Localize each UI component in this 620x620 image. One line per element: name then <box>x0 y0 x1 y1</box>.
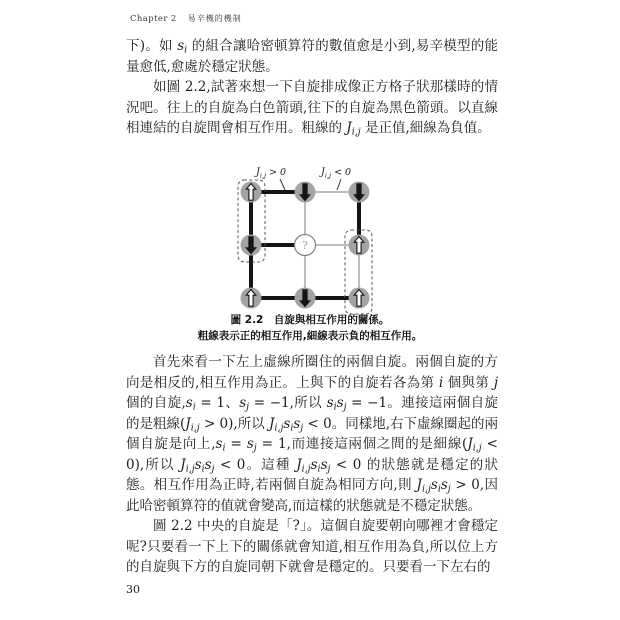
spin-lattice-figure <box>190 160 435 316</box>
label-leader-line <box>337 179 341 190</box>
body-text-top <box>126 36 498 139</box>
paragraph: 首先來看一下左上虛線所圈住的兩個自旋。兩個自旋的方向是相反的,相互作用為正。上與下的自旋若各為第 i 個與第 j 個的自旋$,s_i = 1$、$s_j = -1$,所以 $s_is_j = -1$。連接這兩個自旋的是粗線$(J_{i,j} > 0)$,所以 $J_{i,j}s_is_j < 0$。同樣地,右下虛線圈起的兩個自旋是向上$,s_i = s_j = 1$,而連接這兩個之間的是細線$(J_{i,j} < 0)$,所以 $J_{i,j}s_is_j < 0$。這種 $J_{i,j}s_is_j < 0$ 的狀態就是穩定的狀態。相互作用為正時,若兩個自旋為相同方向,則 $J_{i,j}s_is_j > 0$,因此哈密頓算符的值就會變高,而這樣的狀態就是不穩定狀態。 <box>126 354 499 514</box>
chapter-title: 易辛機的機制 <box>187 14 242 23</box>
body-text-bottom <box>126 352 498 578</box>
paragraph: 如圖 2.2,試著來想一下自旋排成像正方格子狀那樣時的情況吧。往上的自旋為白色箭頭,往下的自旋為黑色箭頭。以直線相連結的自旋間會相互作用。粗線的 $J_{i,j}$ 是正值,細線為負值。 <box>126 79 498 138</box>
figure-caption-line1: 圖 2.2 自旋與相互作用的關係。 <box>230 314 390 326</box>
coupling-label-positive: $J_{i,j} > 0$ <box>255 167 287 180</box>
coupling-label-negative: $J_{i,j} < 0$ <box>320 167 352 180</box>
paragraph: 下)。如 $s_i$ 的組合讓哈密頓算符的數值愈是小到,易辛模型的能量愈低,愈處於穩定狀態。 <box>126 38 498 75</box>
unknown-spin-question-mark: ? <box>302 239 308 252</box>
page-header <box>130 13 242 24</box>
paragraph: 圖 2.2 中央的自旋是「?」。這個自旋要朝向哪裡才會穩定呢?只要看一下上下的關係就會知道,相互作用為負,所以位上方的自旋與下方的自旋同朝下就會是穩定的。只要看一下左右的 <box>126 518 498 575</box>
figure-caption-line2: 粗線表示正的相互作用,細線表示負的相互作用。 <box>197 329 423 342</box>
label-leader-line <box>280 179 285 190</box>
figure-caption <box>0 313 620 344</box>
page-number: 30 <box>126 583 140 596</box>
chapter-label: Chapter 2 <box>130 14 177 24</box>
